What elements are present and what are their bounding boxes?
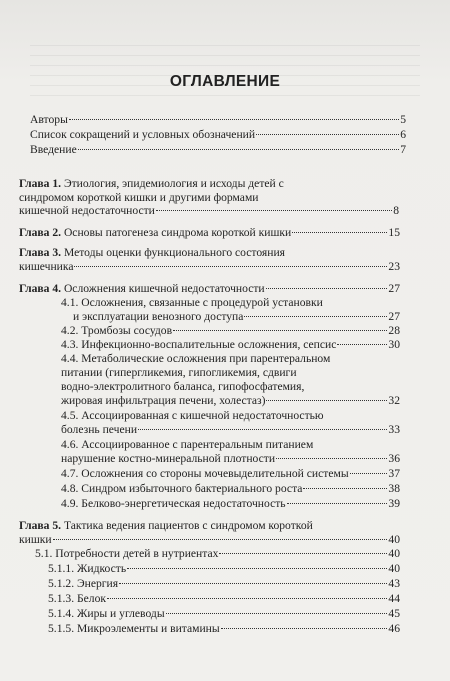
toc-section-4-8[interactable]: 4.8. Синдром избыточного бактериального роста 38 — [61, 482, 400, 495]
leader-dots — [221, 628, 388, 629]
toc-section-5-1[interactable]: 5.1. Потребности детей в нутриентах 40 — [35, 547, 400, 560]
toc-entry-authors[interactable]: Авторы 5 — [30, 113, 406, 126]
toc-section-4-3[interactable]: 4.3. Инфекционно-воспалительные осложнения, сепсис 30 — [61, 338, 400, 351]
toc-section-5-1-3[interactable]: 5.1.3. Белок 44 — [48, 592, 400, 605]
leader-dots — [256, 134, 399, 135]
chapter-label: Глава 1. — [19, 177, 62, 190]
toc-section-5-1-4[interactable]: 5.1.4. Жиры и углеводы 45 — [48, 607, 400, 620]
leader-dots — [138, 429, 387, 430]
toc-section-4-4-line-1[interactable]: 4.4. Метаболические осложнения при парентеральном — [61, 352, 331, 365]
toc-chapter-1-line-3[interactable]: кишечной недостаточности 8 — [19, 204, 399, 217]
toc-chapter-1-line-1[interactable]: Глава 1. Этиология, эпидемиология и исходы детей с — [19, 177, 284, 190]
leader-dots — [107, 598, 387, 599]
toc-chapter-5-line-2[interactable]: кишки 40 — [19, 533, 400, 546]
toc-section-4-4-line-3: водно-электролитного баланса, гипофосфатемия, — [61, 380, 305, 393]
toc-section-5-1-2[interactable]: 5.1.2. Энергия 43 — [48, 577, 400, 590]
toc-entry-abbreviations[interactable]: Список сокращений и условных обозначений 6 — [30, 128, 406, 141]
leader-dots — [276, 458, 387, 459]
toc-section-5-1-5[interactable]: 5.1.5. Микроэлементы и витамины 46 — [48, 622, 400, 635]
leader-dots — [266, 400, 387, 401]
leader-dots — [166, 613, 388, 614]
leader-dots — [244, 316, 387, 317]
toc-section-4-1-line-2[interactable]: и эксплуатации венозного доступа 27 — [73, 310, 400, 323]
leader-dots — [292, 232, 387, 233]
leader-dots — [78, 149, 399, 150]
toc-section-4-2[interactable]: 4.2. Тромбозы сосудов 28 — [61, 324, 400, 337]
toc-section-4-6-line-1[interactable]: 4.6. Ассоциированное с парентеральным питанием — [61, 438, 314, 451]
leader-dots — [303, 488, 387, 489]
leader-dots — [337, 344, 387, 345]
leader-dots — [69, 119, 399, 120]
toc-chapter-2[interactable]: Глава 2. Основы патогенеза синдрома короткой кишки 15 — [19, 226, 400, 239]
page-title: ОГЛАВЛЕНИЕ — [169, 73, 281, 90]
toc-section-4-1-line-1[interactable]: 4.1. Осложнения, связанные с процедурой установки — [61, 296, 323, 309]
toc-entry-introduction[interactable]: Введение 7 — [30, 143, 406, 156]
leader-dots — [119, 583, 387, 584]
leader-dots — [287, 503, 388, 504]
leader-dots — [350, 473, 388, 474]
toc-chapter-3-line-2[interactable]: кишечника 23 — [19, 260, 400, 273]
leader-dots — [219, 553, 387, 554]
toc-section-4-5-line-2[interactable]: болезнь печени 33 — [61, 423, 400, 436]
toc-chapter-4[interactable]: Глава 4. Осложнения кишечной недостаточности 27 — [19, 282, 400, 295]
toc-chapter-3-line-1[interactable]: Глава 3. Методы оценки функционального состояния — [19, 246, 285, 259]
toc-chapter-5-line-1[interactable]: Глава 5. Тактика ведения пациентов с синдромом короткой — [19, 519, 313, 532]
toc-section-4-9[interactable]: 4.9. Белково-энергетическая недостаточность 39 — [61, 497, 400, 510]
toc-section-4-6-line-2[interactable]: нарушение костно-минеральной плотности 36 — [61, 452, 400, 465]
toc-chapter-1-line-2: синдромом короткой кишки и другими формами — [19, 191, 259, 204]
toc-section-4-4-line-4[interactable]: жировая инфильтрация печени, холестаз) 32 — [61, 394, 400, 407]
toc-section-4-7[interactable]: 4.7. Осложнения со стороны мочевыделительной системы 37 — [61, 467, 400, 480]
leader-dots — [156, 210, 392, 211]
leader-dots — [266, 288, 388, 289]
toc-section-4-4-line-2: питании (гипергликемия, гипогликемия, сдвиги — [61, 366, 297, 379]
leader-dots — [53, 539, 388, 540]
toc-section-5-1-1[interactable]: 5.1.1. Жидкость 40 — [48, 562, 400, 575]
leader-dots — [74, 266, 387, 267]
leader-dots — [173, 330, 387, 331]
leader-dots — [127, 568, 387, 569]
toc-section-4-5-line-1[interactable]: 4.5. Ассоциированная с кишечной недостаточностью — [61, 409, 324, 422]
